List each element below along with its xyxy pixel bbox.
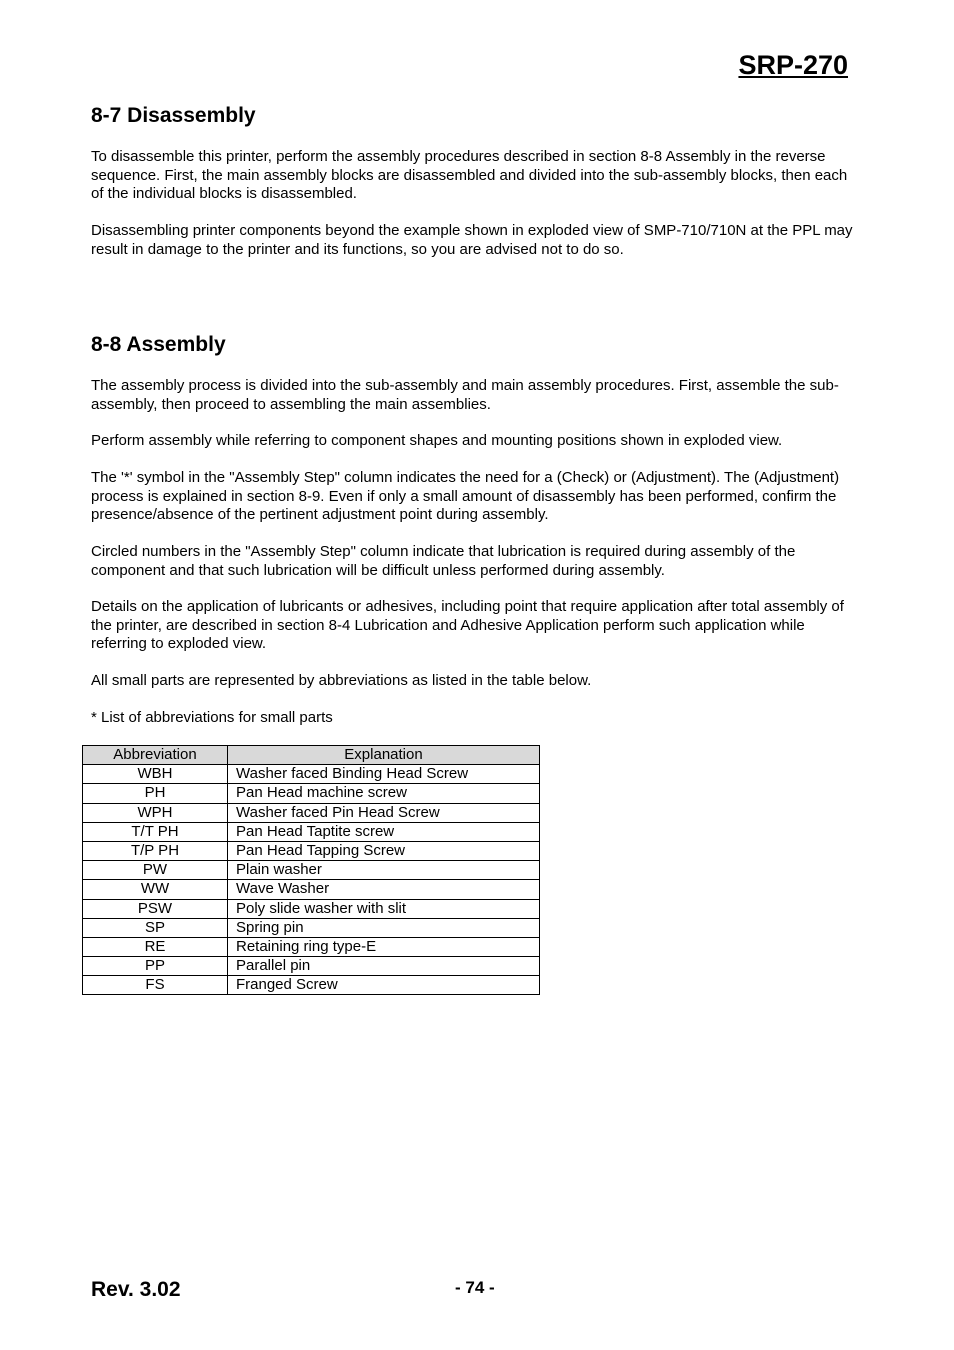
paragraph: The '*' symbol in the "Assembly Step" column indicates the need for a (Check) or (Adjustment). The (Adjustment) process is explained in section 8-9. Even if only a small amount of disassembly has been performed, confirm the presence/absence of the pertinent adjustment point during assembly. — [91, 469, 840, 524]
abbreviation-cell: T/T PH — [83, 822, 228, 841]
table-row — [83, 803, 540, 822]
explanation-cell: Poly slide washer with slit — [228, 899, 540, 918]
table-row — [83, 937, 540, 956]
abbreviation-cell: WBH — [83, 765, 228, 784]
paragraph: To disassemble this printer, perform the assembly procedures described in section 8-8 Assembly in the reverse sequence. First, the main assembly blocks are disassembled and divided into the sub-assembly blocks, then each of the individual blocks is disassembled. — [91, 148, 848, 203]
explanation-cell: Washer faced Binding Head Screw — [228, 765, 540, 784]
section-heading-disassembly: 8-7 Disassembly — [91, 104, 256, 127]
abbreviations-table — [82, 745, 540, 995]
abbreviation-cell: PSW — [83, 899, 228, 918]
explanation-cell: Pan Head Tapping Screw — [228, 841, 540, 860]
paragraph: Circled numbers in the "Assembly Step" column indicate that lubrication is required during assembly of the component and that such lubrication will be difficult unless performed during assembly. — [91, 543, 796, 579]
explanation-cell: Plain washer — [228, 861, 540, 880]
table-header-row — [83, 746, 540, 765]
abbreviation-cell: PP — [83, 957, 228, 976]
table-caption: * List of abbreviations for small parts — [91, 709, 333, 726]
abbreviation-cell: WW — [83, 880, 228, 899]
table-row — [83, 822, 540, 841]
table-row — [83, 976, 540, 995]
explanation-cell: Parallel pin — [228, 957, 540, 976]
abbreviation-cell: T/P PH — [83, 841, 228, 860]
table-row — [83, 841, 540, 860]
column-header-abbreviation: Abbreviation — [83, 746, 228, 765]
abbreviation-cell: RE — [83, 937, 228, 956]
paragraph: The assembly process is divided into the sub-assembly and main assembly procedures. First, assemble the sub- assembly, then proceed to assembling the main assemblies. — [91, 377, 839, 413]
explanation-cell: Retaining ring type-E — [228, 937, 540, 956]
explanation-cell: Spring pin — [228, 918, 540, 937]
table-row — [83, 899, 540, 918]
abbreviation-cell: PW — [83, 861, 228, 880]
paragraph: All small parts are represented by abbreviations as listed in the table below. — [91, 672, 592, 689]
explanation-cell: Pan Head Taptite screw — [228, 822, 540, 841]
table-row — [83, 784, 540, 803]
explanation-cell: Wave Washer — [228, 880, 540, 899]
abbreviation-cell: SP — [83, 918, 228, 937]
column-header-explanation: Explanation — [228, 746, 540, 765]
abbreviation-cell: WPH — [83, 803, 228, 822]
table-row — [83, 880, 540, 899]
abbreviation-cell: PH — [83, 784, 228, 803]
revision-label: Rev. 3.02 — [91, 1278, 181, 1301]
abbreviation-cell: FS — [83, 976, 228, 995]
explanation-cell: Franged Screw — [228, 976, 540, 995]
explanation-cell: Pan Head machine screw — [228, 784, 540, 803]
paragraph: Disassembling printer components beyond the example shown in exploded view of SMP-710/710N at the PPL may result in damage to the printer and its functions, so you are advised not to do so. — [91, 222, 853, 258]
table-row — [83, 957, 540, 976]
table-row — [83, 861, 540, 880]
paragraph: Details on the application of lubricants or adhesives, including point that require application after total assembly of the printer, are described in section 8-4 Lubrication and Adhesive Application perform such application while referring to exploded view. — [91, 598, 844, 653]
paragraph: Perform assembly while referring to component shapes and mounting positions shown in exploded view. — [91, 432, 783, 449]
document-model-title: SRP-270 — [738, 50, 848, 80]
table-row — [83, 765, 540, 784]
section-heading-assembly: 8-8 Assembly — [91, 333, 226, 356]
explanation-cell: Washer faced Pin Head Screw — [228, 803, 540, 822]
page-number: - 74 - — [455, 1278, 495, 1297]
table-row — [83, 918, 540, 937]
